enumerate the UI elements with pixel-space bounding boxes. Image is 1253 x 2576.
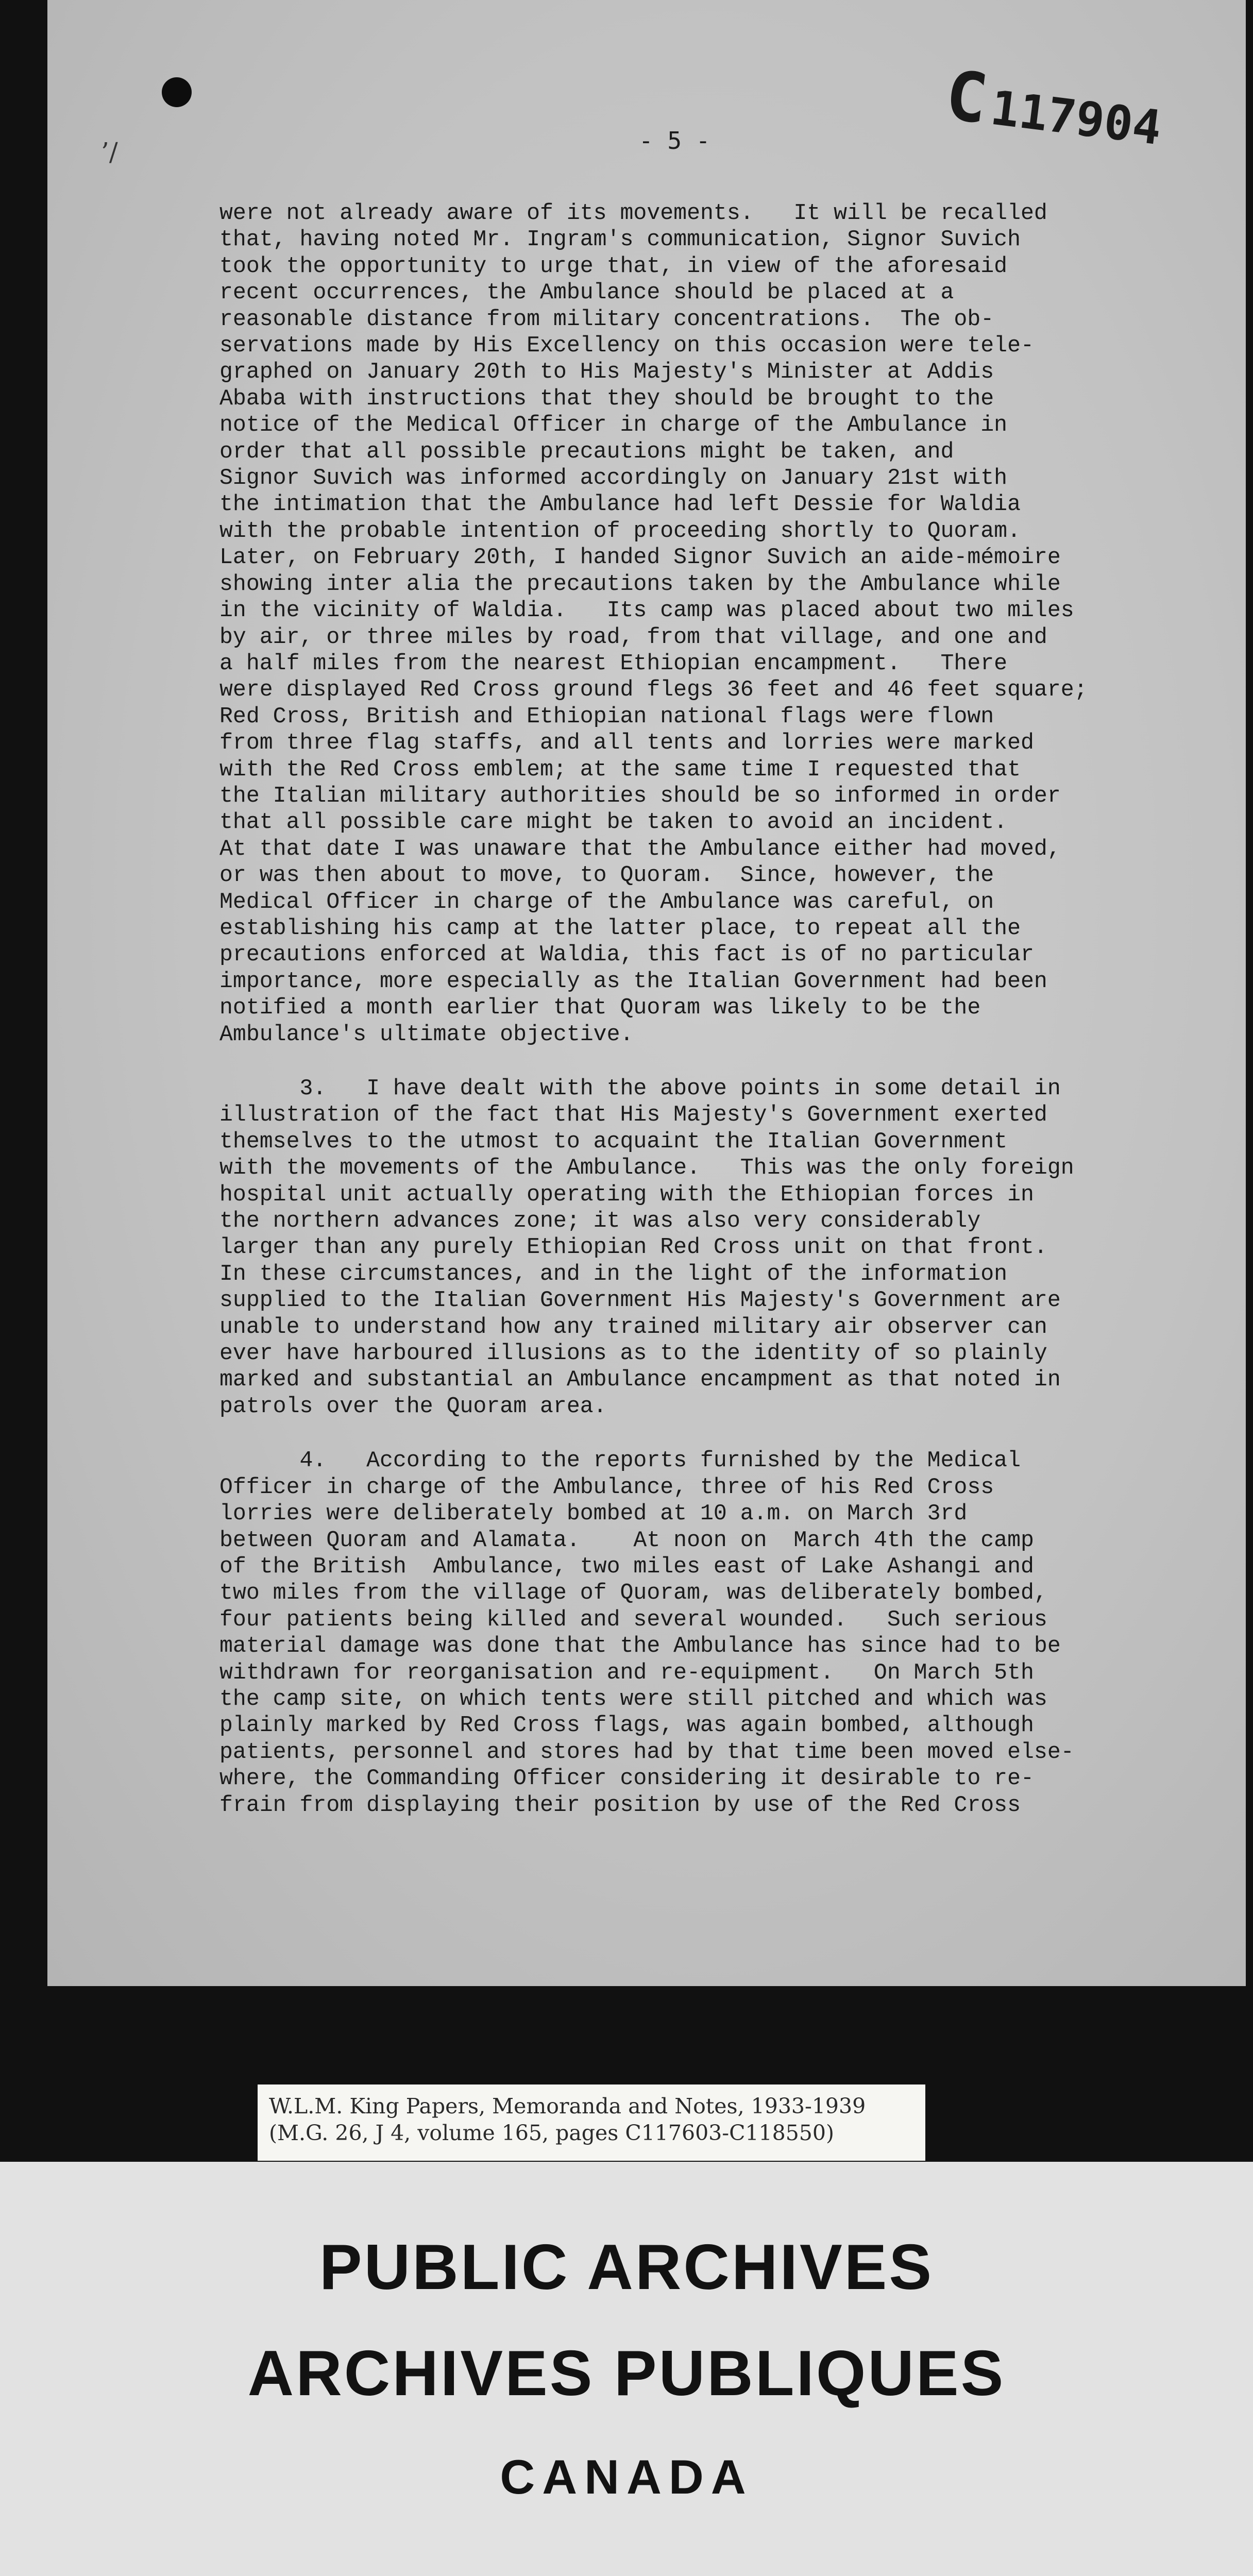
- paragraph-gap: [219, 1419, 1229, 1447]
- text-line: were displayed Red Cross ground flegs 36 feet and 46 feet square;: [219, 677, 1088, 703]
- text-line: Ambulance's ultimate objective.: [219, 1021, 634, 1047]
- text-line: lorries were deliberately bombed at 10 a.m. on March 3rd: [219, 1501, 968, 1527]
- text-line: ever have harboured illusions as to the identity of so plainly: [219, 1341, 1047, 1366]
- text-line: material damage was done that the Ambulance has since had to be: [219, 1633, 1061, 1659]
- binder-hole: [162, 77, 192, 107]
- text-line: showing inter alia the precautions taken by the Ambulance while: [219, 571, 1061, 597]
- text-line: marked and substantial an Ambulance encampment as that noted in: [219, 1367, 1061, 1393]
- text-line: Officer in charge of the Ambulance, three of his Red Cross: [219, 1474, 994, 1500]
- text-line: four patients being killed and several wounded. Such serious: [219, 1606, 1047, 1632]
- paragraph-gap: [219, 1047, 1229, 1075]
- text-line: with the probable intention of proceeding shortly to Quoram.: [219, 518, 1021, 544]
- text-line: two miles from the village of Quoram, was deliberately bombed,: [219, 1580, 1047, 1606]
- archive-title-english: PUBLIC ARCHIVES: [319, 2232, 934, 2303]
- document-body: [219, 200, 1229, 1818]
- text-line: themselves to the utmost to acquaint the Italian Government: [219, 1128, 1008, 1154]
- collection-label: [258, 2084, 925, 2161]
- text-line: where, the Commanding Officer considering it desirable to re-: [219, 1766, 1034, 1791]
- text-line: withdrawn for reorganisation and re-equipment. On March 5th: [219, 1659, 1034, 1685]
- collection-label-line-2: (M.G. 26, J 4, volume 165, pages C117603-C118550): [269, 2121, 834, 2145]
- paragraph-continuation: [219, 200, 1229, 1047]
- archive-title-french: ARCHIVES PUBLIQUES: [247, 2338, 1006, 2409]
- text-line: with the Red Cross emblem; at the same time I requested that: [219, 756, 1021, 782]
- text-line: or was then about to move, to Quoram. Since, however, the: [219, 862, 994, 888]
- text-line: importance, more especially as the Italian Government had been: [219, 968, 1047, 994]
- text-line: At that date I was unaware that the Ambulance either had moved,: [219, 836, 1061, 861]
- text-line: graphed on January 20th to His Majesty's Minister at Addis: [219, 359, 994, 385]
- stamp-prefix: C: [941, 56, 992, 140]
- text-line: in the vicinity of Waldia. Its camp was placed about two miles: [219, 598, 1074, 623]
- text-line: In these circumstances, and in the light of the information: [219, 1261, 1008, 1286]
- text-line: that, having noted Mr. Ingram's communication, Signor Suvich: [219, 227, 1021, 252]
- text-line: Ababa with instructions that they should be brought to the: [219, 385, 994, 411]
- text-line: establishing his camp at the latter place, to repeat all the: [219, 915, 1021, 941]
- text-line: that all possible care might be taken to avoid an incident.: [219, 809, 1008, 835]
- text-line: Later, on February 20th, I handed Signor Suvich an aide-mémoire: [219, 545, 1061, 570]
- archive-country: CANADA: [500, 2450, 753, 2504]
- text-line: Signor Suvich was informed accordingly on January 21st with: [219, 465, 1008, 491]
- text-line: the Italian military authorities should be so informed in order: [219, 783, 1061, 808]
- text-line: 4. According to the reports furnished by the Medical: [219, 1448, 1021, 1473]
- text-line: the camp site, on which tents were still pitched and which was: [219, 1686, 1047, 1711]
- text-line: order that all possible precautions might be taken, and: [219, 438, 954, 464]
- text-line: precautions enforced at Waldia, this fact is of no particular: [219, 942, 1034, 968]
- margin-mark: ’/: [101, 137, 118, 167]
- text-line: of the British Ambulance, two miles east of Lake Ashangi and: [219, 1553, 1034, 1579]
- text-line: a half miles from the nearest Ethiopian encampment. There: [219, 650, 1008, 676]
- text-line: with the movements of the Ambulance. This was the only foreign: [219, 1155, 1074, 1181]
- collection-label-text: [269, 2093, 866, 2146]
- text-line: patrols over the Quoram area.: [219, 1393, 607, 1419]
- text-line: notice of the Medical Officer in charge of the Ambulance in: [219, 412, 1008, 438]
- text-line: were not already aware of its movements. It will be recalled: [219, 200, 1047, 226]
- collection-label-line-1: W.L.M. King Papers, Memoranda and Notes, 1933-1939: [269, 2094, 866, 2119]
- text-line: illustration of the fact that His Majesty's Government exerted: [219, 1102, 1047, 1128]
- text-line: from three flag staffs, and all tents and lorries were marked: [219, 730, 1034, 756]
- page-number: - 5 -: [639, 127, 710, 155]
- paragraph-3: [219, 1075, 1229, 1419]
- text-line: frain from displaying their position by use of the Red Cross: [219, 1792, 1021, 1818]
- text-line: patients, personnel and stores had by that time been moved else-: [219, 1739, 1074, 1765]
- text-line: 3. I have dealt with the above points in some detail in: [219, 1076, 1061, 1101]
- paragraph-4: [219, 1447, 1229, 1818]
- text-line: reasonable distance from military concentrations. The ob-: [219, 306, 994, 332]
- text-line: the northern advances zone; it was also very considerably: [219, 1208, 981, 1234]
- text-line: larger than any purely Ethiopian Red Cross unit on that front.: [219, 1234, 1047, 1260]
- text-line: by air, or three miles by road, from that village, and one and: [219, 624, 1047, 650]
- text-line: Medical Officer in charge of the Ambulance was careful, on: [219, 889, 994, 914]
- text-line: took the opportunity to urge that, in view of the aforesaid: [219, 253, 1008, 279]
- text-line: notified a month earlier that Quoram was likely to be the: [219, 995, 981, 1021]
- text-line: plainly marked by Red Cross flags, was again bombed, although: [219, 1713, 1034, 1738]
- text-line: supplied to the Italian Government His Majesty's Government are: [219, 1287, 1061, 1313]
- text-line: unable to understand how any trained military air observer can: [219, 1314, 1047, 1340]
- text-line: recent occurrences, the Ambulance should be placed at a: [219, 280, 954, 306]
- text-line: Red Cross, British and Ethiopian national flags were flown: [219, 703, 994, 729]
- text-line: the intimation that the Ambulance had left Dessie for Waldia: [219, 492, 1021, 517]
- stamp-number: 117904: [987, 80, 1164, 156]
- text-line: hospital unit actually operating with the Ethiopian forces in: [219, 1181, 1034, 1207]
- text-line: between Quoram and Alamata. At noon on March 4th the camp: [219, 1527, 1034, 1553]
- text-line: servations made by His Excellency on this occasion were tele-: [219, 333, 1034, 359]
